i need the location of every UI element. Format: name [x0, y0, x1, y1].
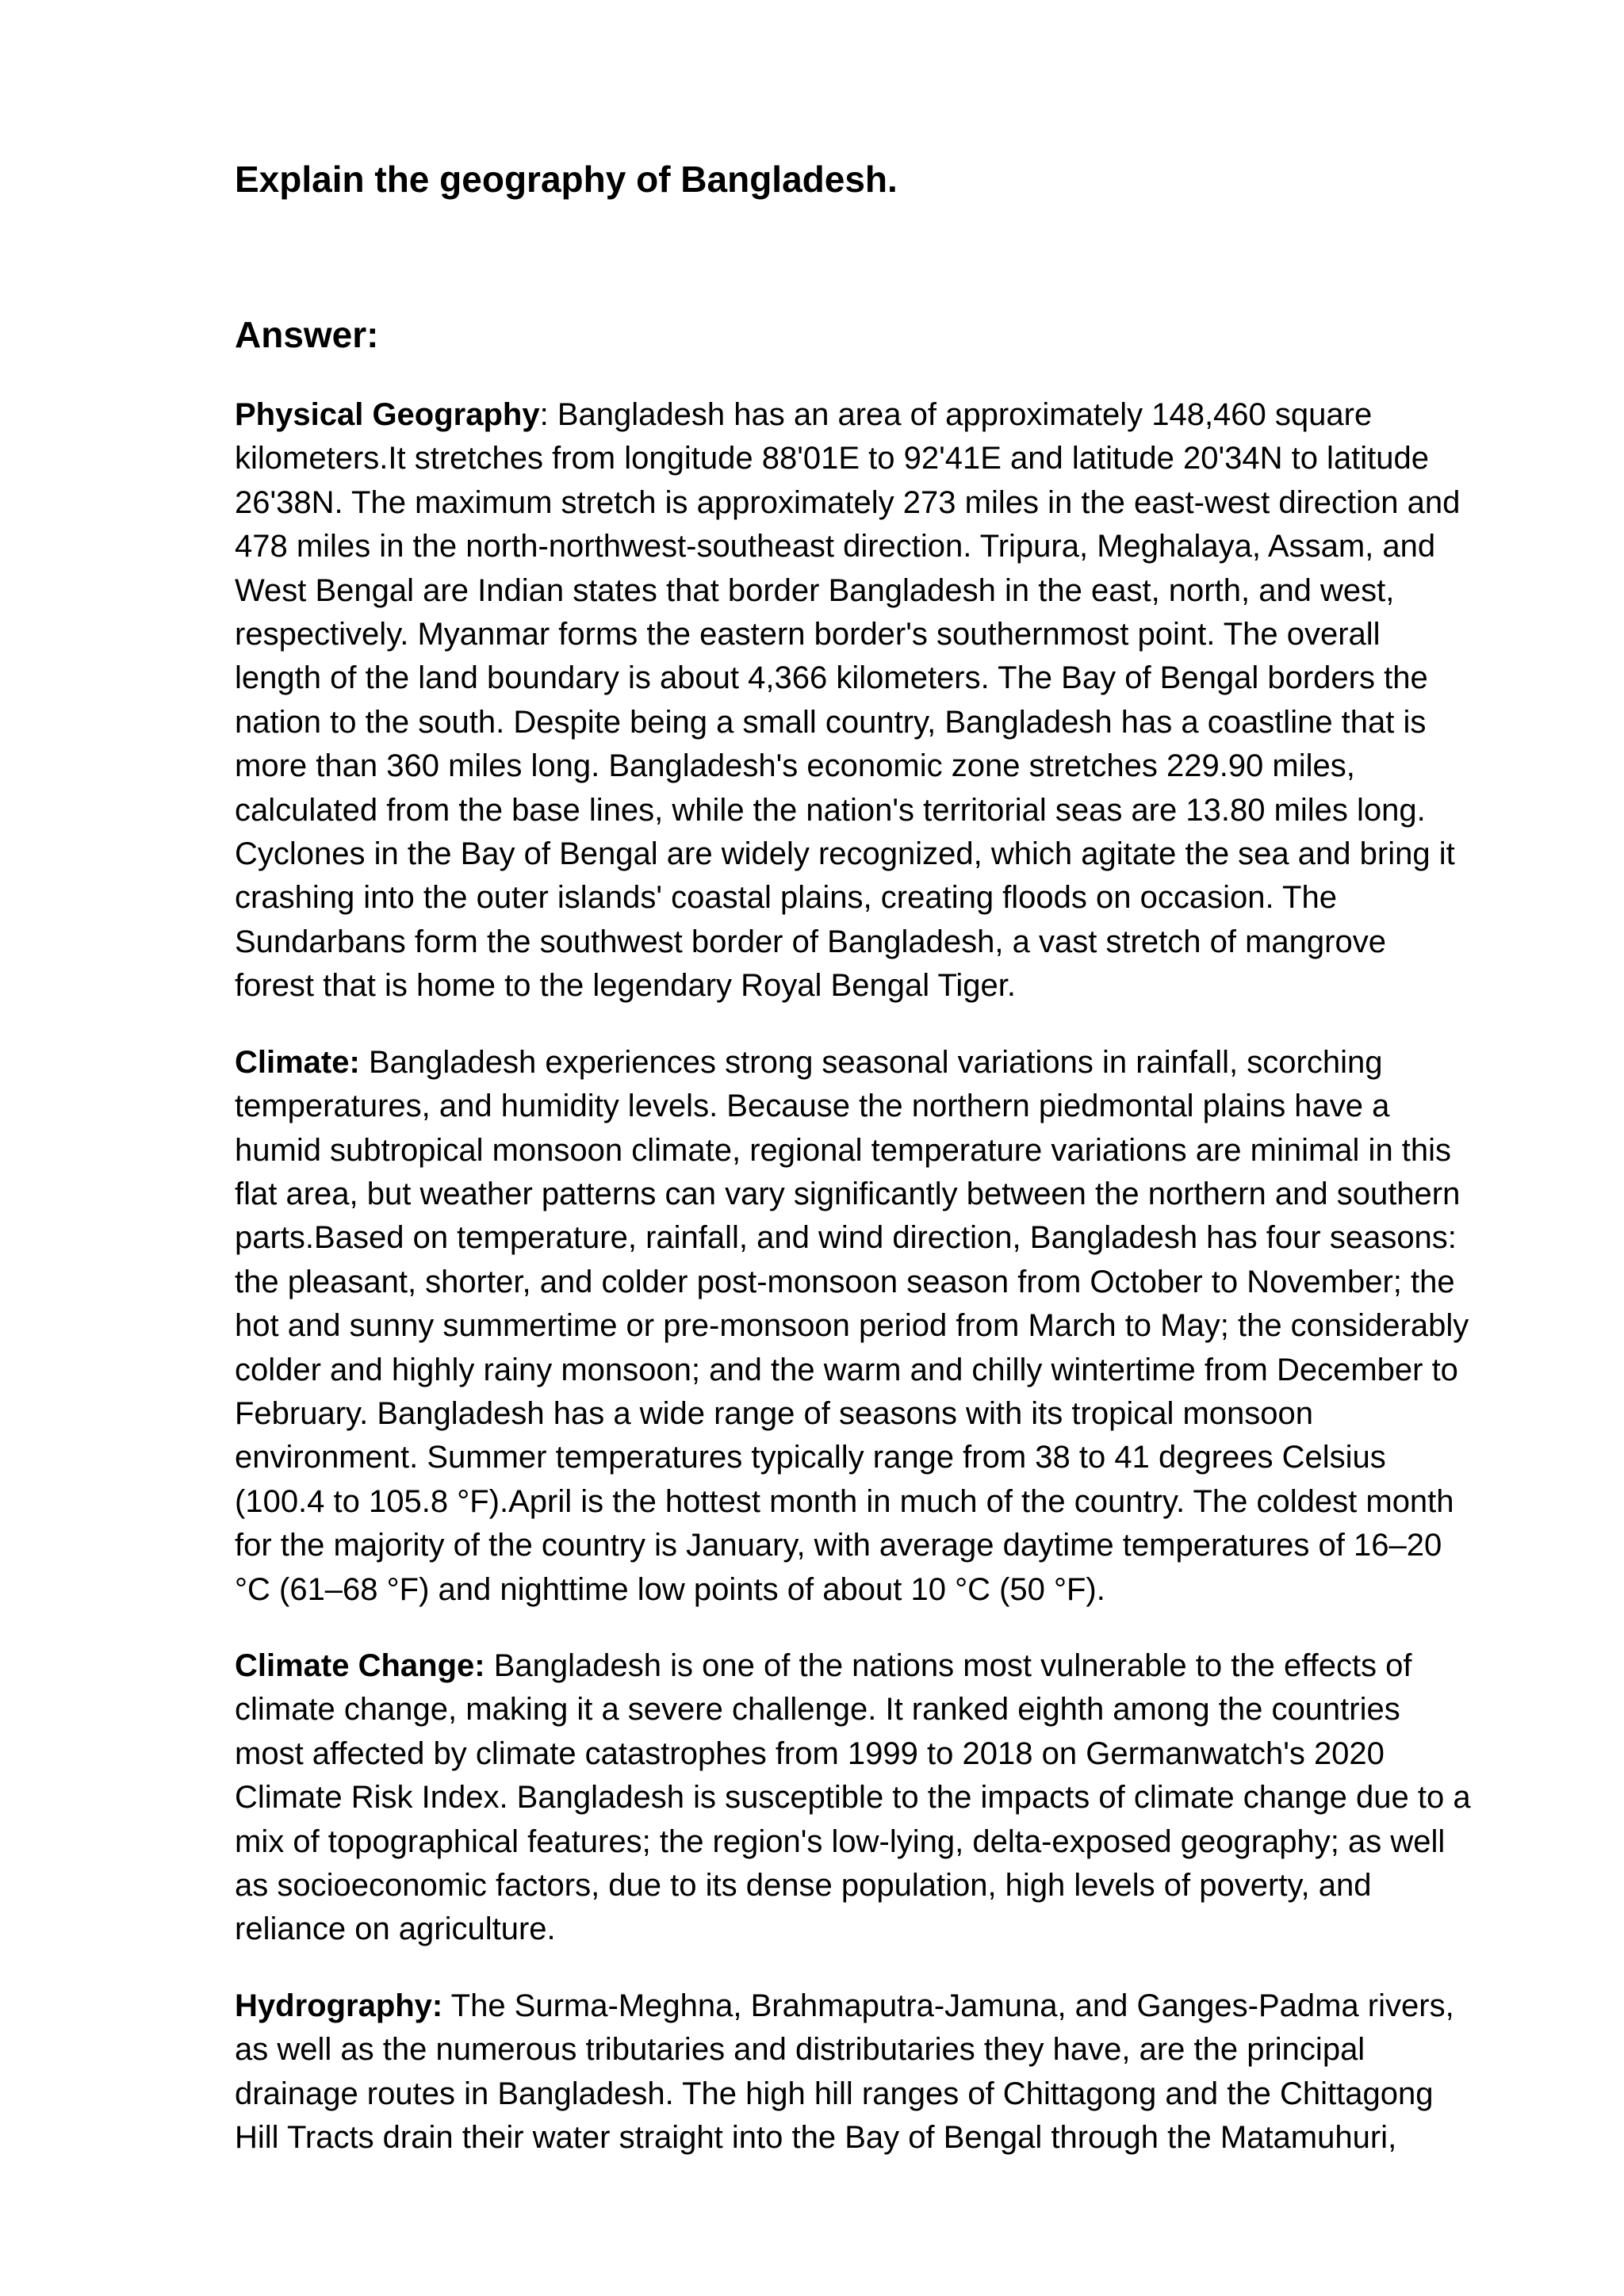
paragraph-line: as socioeconomic factors, due to its dense population, high levels of poverty, and: [235, 1868, 1372, 1903]
paragraph-line: temperatures, and humidity levels. Because the northern piedmontal plains have a: [235, 1089, 1390, 1124]
paragraph-line: Bangladesh is one of the nations most vulnerable to the effects of: [493, 1647, 1412, 1683]
label-separator: [360, 1045, 369, 1080]
paragraph-line: °C (61–68 °F) and nighttime low points of about 10 °C (50 °F).: [235, 1571, 1105, 1607]
paragraph-line: Bangladesh experiences strong seasonal variations in rainfall, scorching: [368, 1044, 1383, 1080]
paragraph-line: for the majority of the country is January, with average daytime temperatures of 16–20: [235, 1528, 1442, 1563]
paragraph-line: crashing into the outer islands' coastal plains, creating floods on occasion. The: [235, 880, 1337, 916]
paragraph-line: 26'38N. The maximum stretch is approximately 273 miles in the east-west direction and: [235, 484, 1461, 520]
paragraph-label: Hydrography:: [235, 1988, 443, 2023]
paragraph-hydrography: [235, 1984, 1535, 2160]
paragraph-line: (100.4 to 105.8 °F).April is the hottest month in much of the country. The coldest month: [235, 1483, 1454, 1519]
paragraph-line: more than 360 miles long. Bangladesh's economic zone stretches 229.90 miles,: [235, 748, 1355, 784]
paragraph-line: respectively. Myanmar forms the eastern border's southernmost point. The overall: [235, 617, 1381, 652]
paragraph-line: Hill Tracts drain their water straight into the Bay of Bengal through the Matamuhuri,: [235, 2120, 1397, 2156]
label-separator: [442, 1988, 450, 2023]
paragraph-line: 478 miles in the north-northwest-southeast direction. Tripura, Meghalaya, Assam, and: [235, 529, 1436, 564]
paragraph-line: calculated from the base lines, while the nation's territorial seas are 13.80 miles long.: [235, 792, 1426, 828]
paragraph-line: Climate Risk Index. Bangladesh is susceptible to the impacts of climate change due to a: [235, 1780, 1471, 1816]
paragraph-line: West Bengal are Indian states that border Bangladesh in the east, north, and west,: [235, 572, 1395, 608]
paragraph-line: most affected by climate catastrophes from 1999 to 2018 on Germanwatch's 2020: [235, 1735, 1385, 1771]
paragraph-label: Climate:: [235, 1044, 360, 1080]
page-title: Explain the geography of Bangladesh.: [235, 159, 898, 200]
paragraph-line: nation to the south. Despite being a small country, Bangladesh has a coastline that is: [235, 704, 1427, 740]
paragraph-line: Cyclones in the Bay of Bengal are widely recognized, which agitate the sea and bring it: [235, 836, 1455, 872]
paragraph-line: The Surma-Meghna, Brahmaputra-Jamuna, and Ganges-Padma rivers,: [450, 1988, 1454, 2023]
paragraph-line: drainage routes in Bangladesh. The high hill ranges of Chittagong and the Chittagong: [235, 2076, 1434, 2111]
paragraph-line: flat area, but weather patterns can vary significantly between the northern and southern: [235, 1176, 1461, 1211]
paragraph-line: hot and sunny summertime or pre-monsoon period from March to May; the considerably: [235, 1308, 1469, 1344]
label-separator: :: [539, 397, 557, 432]
paragraph-line: humid subtropical monsoon climate, regional temperature variations are minimal in this: [235, 1132, 1452, 1168]
paragraph-line: the pleasant, shorter, and colder post-monsoon season from October to November; the: [235, 1264, 1455, 1299]
paragraph-line: Sundarbans form the southwest border of Bangladesh, a vast stretch of mangrove: [235, 924, 1386, 959]
paragraph-line: climate change, making it a severe challenge. It ranked eighth among the countries: [235, 1692, 1400, 1728]
paragraph-line: forest that is home to the legendary Royal Bengal Tiger.: [235, 968, 1017, 1004]
paragraph-climate: [235, 1041, 1535, 1612]
paragraph-label: Physical Geography: [235, 397, 540, 432]
paragraph-line: mix of topographical features; the region's low-lying, delta-exposed geography; as well: [235, 1823, 1446, 1859]
paragraph-line: colder and highly rainy monsoon; and the warm and chilly wintertime from December to: [235, 1352, 1458, 1387]
paragraph-line: parts.Based on temperature, rainfall, and wind direction, Bangladesh has four seasons:: [235, 1220, 1457, 1256]
paragraph-label: Climate Change:: [235, 1647, 485, 1683]
paragraph-line: February. Bangladesh has a wide range of seasons with its tropical monsoon: [235, 1395, 1314, 1431]
paragraph-line: Bangladesh has an area of approximately 148,460 square: [557, 397, 1373, 432]
document-content: [235, 155, 1535, 2160]
paragraph-line: length of the land boundary is about 4,366 kilometers. The Bay of Bengal borders the: [235, 660, 1428, 696]
paragraph-climate-change: [235, 1644, 1535, 1952]
label-separator: [485, 1648, 494, 1683]
paragraph-line: reliance on agriculture.: [235, 1911, 556, 1947]
paragraph-physical-geography: [235, 393, 1535, 1008]
paragraph-line: as well as the numerous tributaries and distributaries they have, are the principal: [235, 2032, 1365, 2068]
answer-heading: Answer:: [235, 314, 379, 355]
paragraph-line: kilometers.It stretches from longitude 88'01E to 92'41E and latitude 20'34N to latitude: [235, 441, 1430, 476]
paragraph-line: environment. Summer temperatures typically range from 38 to 41 degrees Celsius: [235, 1440, 1386, 1475]
